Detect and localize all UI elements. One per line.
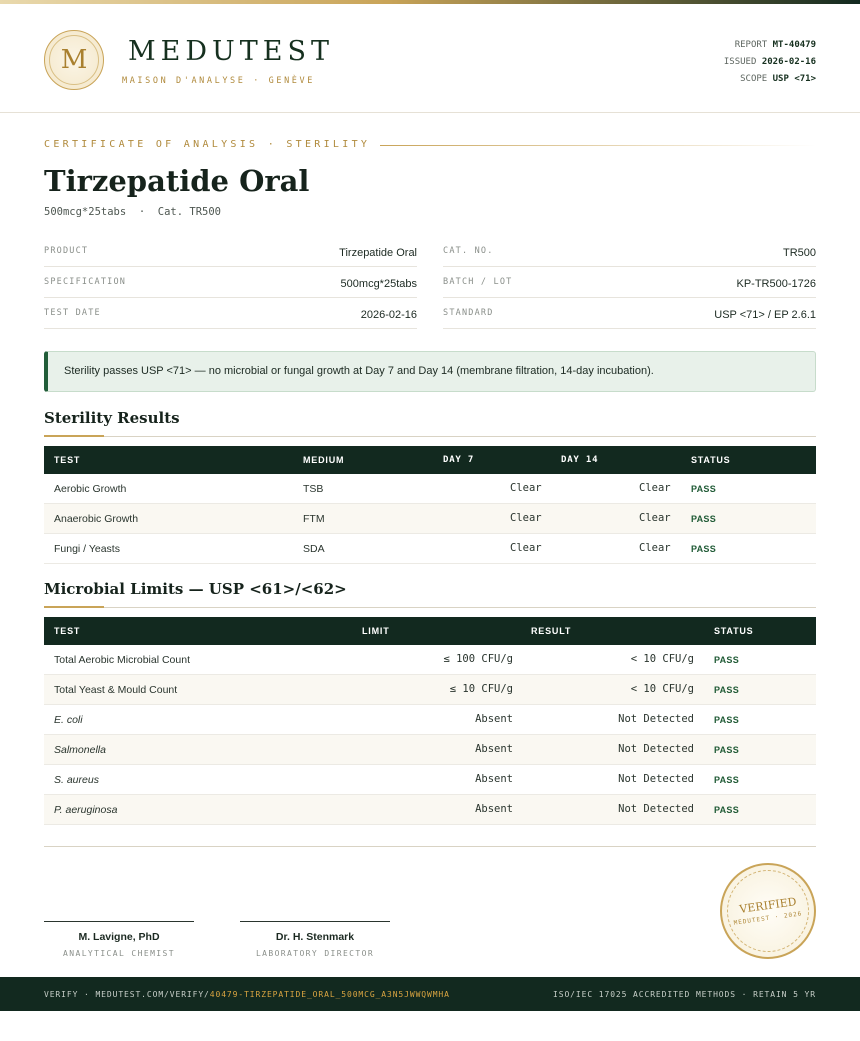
col-day7: DAY 7: [443, 455, 475, 465]
verified-seal: [720, 863, 816, 959]
col-status: STATUS: [691, 455, 731, 465]
status-badge: PASS: [714, 805, 740, 815]
status-badge: PASS: [691, 514, 717, 524]
microbial-heading: Microbial Limits — USP <61>/<62>: [44, 580, 347, 598]
report-meta: [724, 37, 816, 88]
table-row: Total Aerobic Microbial Count ≤ 100 CFU/g < 10 CFU/g PASS: [44, 645, 816, 675]
col-limit: LIMIT: [362, 626, 390, 636]
notice-text: Sterility passes USP <71> — no microbial or fungal growth at Day 7 and Day 14 (membrane filtration, 14-day incubation).: [64, 365, 654, 377]
status-badge: PASS: [691, 544, 717, 554]
top-accent-bar: [0, 0, 860, 4]
signer-name: M. Lavigne, PhD: [78, 931, 160, 943]
status-badge: PASS: [714, 655, 740, 665]
page-subtitle: 500mcg*25tabs · Cat. TR500: [44, 206, 222, 218]
table-row: Aerobic Growth TSB Clear Clear PASS: [44, 474, 816, 504]
seal-text: VERIFIED: [738, 895, 798, 916]
info-right-column: [443, 236, 816, 329]
signature-director: [240, 921, 390, 958]
info-row-batch-lot: BATCH / LOT KP-TR500-1726: [443, 267, 816, 298]
table-row: P. aeruginosa Absent Not Detected PASS: [44, 795, 816, 825]
col-day14: DAY 14: [561, 455, 599, 465]
document-type: CERTIFICATE OF ANALYSIS · STERILITY: [44, 139, 371, 150]
info-row-standard: STANDARD USP <71> / EP 2.6.1: [443, 298, 816, 329]
brand-name: MEDUTEST: [128, 36, 334, 67]
signer-role: LABORATORY DIRECTOR: [255, 949, 375, 958]
status-badge: PASS: [714, 775, 740, 785]
sterility-table: [44, 446, 816, 564]
status-badge: PASS: [714, 685, 740, 695]
col-medium: MEDIUM: [303, 455, 345, 465]
col-test: TEST: [54, 626, 81, 636]
info-row-test-date: TEST DATE 2026-02-16: [44, 298, 417, 329]
header-divider: [0, 112, 860, 113]
brand-tagline: MAISON D'ANALYSE · GENÈVE: [122, 76, 315, 86]
status-badge: PASS: [691, 484, 717, 494]
sterility-divider: [44, 436, 816, 437]
eyebrow-divider: [380, 145, 816, 146]
logo-letter: M: [60, 45, 88, 75]
meta-issued: ISSUED 2026-02-16: [723, 57, 816, 67]
signature-chemist: [44, 921, 194, 958]
table-row: E. coli Absent Not Detected PASS: [44, 705, 816, 735]
info-row-specification: SPECIFICATION 500mcg*25tabs: [44, 267, 417, 298]
result-notice: [44, 351, 816, 392]
footer-bar: [0, 977, 860, 1011]
seal-subtext: MEDUTEST · 2026: [733, 910, 803, 927]
info-left-column: [44, 236, 417, 329]
info-row-product: PRODUCT Tirzepatide Oral: [44, 236, 417, 267]
table-row: Salmonella Absent Not Detected PASS: [44, 735, 816, 765]
microbial-accent: [44, 606, 104, 608]
microbial-divider: [44, 607, 816, 608]
table-row: Anaerobic Growth FTM Clear Clear PASS: [44, 504, 816, 534]
col-status: STATUS: [714, 626, 754, 636]
sterility-table-header: [44, 446, 816, 474]
table-row: Fungi / Yeasts SDA Clear Clear PASS: [44, 534, 816, 564]
microbial-table: [44, 617, 816, 825]
table-row: Total Yeast & Mould Count ≤ 10 CFU/g < 10 CFU/g PASS: [44, 675, 816, 705]
microbial-table-header: [44, 617, 816, 645]
sterility-accent: [44, 435, 104, 437]
verify-link[interactable]: VERIFY · MEDUTEST.COM/VERIFY/40479-TIRZEPATIDE_ORAL_500MCG_A3N5JWWQWMHA: [44, 990, 450, 999]
col-test: TEST: [54, 455, 81, 465]
col-result: RESULT: [531, 626, 572, 636]
table-row: S. aureus Absent Not Detected PASS: [44, 765, 816, 795]
info-row-cat-no: CAT. NO. TR500: [443, 236, 816, 267]
signature-divider: [44, 846, 816, 847]
signer-name: Dr. H. Stenmark: [275, 931, 355, 943]
signer-role: ANALYTICAL CHEMIST: [63, 949, 175, 958]
status-badge: PASS: [714, 745, 740, 755]
accreditation-note: ISO/IEC 17025 ACCREDITED METHODS · RETAIN 5 YR: [553, 990, 816, 999]
logo-emblem: [44, 30, 104, 90]
page-title: Tirzepatide Oral: [44, 164, 310, 198]
meta-scope: SCOPE USP <71>: [740, 74, 816, 84]
sterility-heading: Sterility Results: [44, 409, 180, 427]
meta-report: REPORT MT-40479: [734, 40, 816, 50]
verify-code: 40479-TIRZEPATIDE_ORAL_500MCG_A3N5JWWQWMHA: [209, 990, 450, 999]
status-badge: PASS: [714, 715, 740, 725]
